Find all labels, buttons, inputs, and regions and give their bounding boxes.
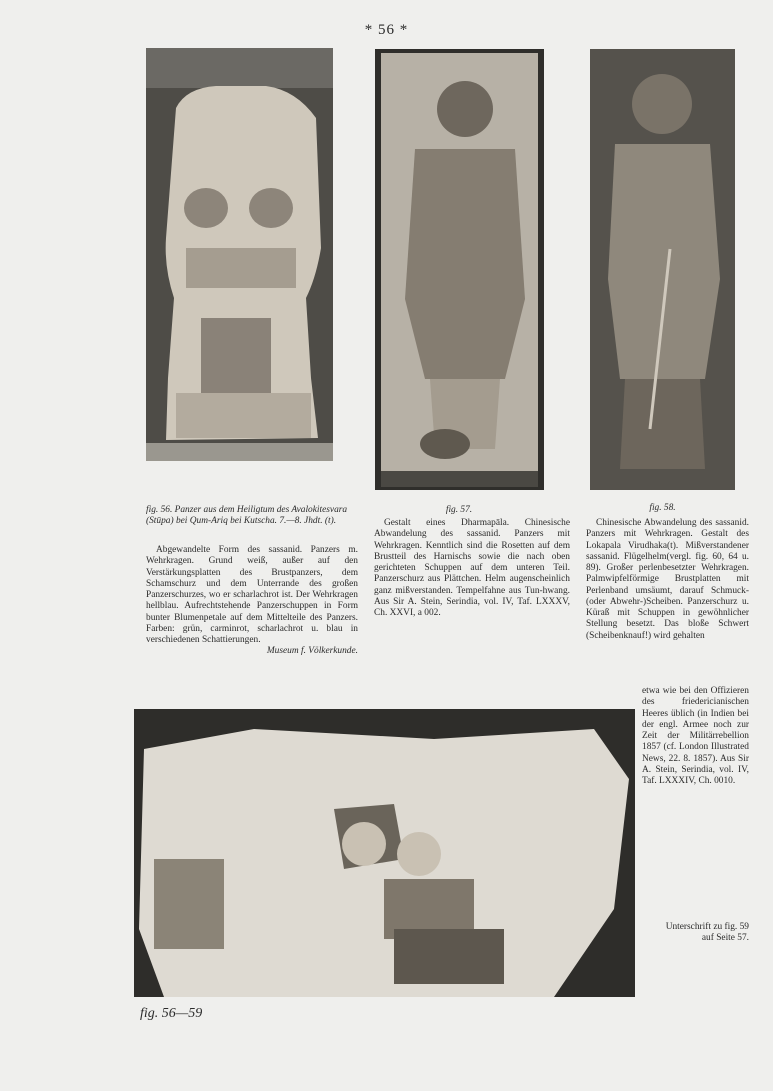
fig-58-caption: fig. 58. xyxy=(649,503,676,513)
fig-56-museum: Museum f. Völkerkunde. xyxy=(266,646,358,657)
photo-fig-59-wall-painting-fragment xyxy=(134,709,635,997)
fig-56-caption: fig. 56. Panzer aus dem Heiligtum des Avalokitesvara (Stūpa) bei Qum-Ariq bei Kutscha. 7.—8. Jhdt. (t). xyxy=(146,505,348,527)
fig-58-description-wide xyxy=(586,518,749,642)
fig-57-body: Gestalt eines Dharmapāla. Chinesische Abwandelung des sassanid. Panzers mit Wehrkragen. Kenntlich sind die Rosetten auf dem Brustteil des Harnischs sowie die nach oben gerichteten Schuppen auf dem unteren Teil. Panzerschurz aus Plättchen. Helm augenscheinlich ganz mißverstanden. Tempelfahne aus Tun-hwang. Aus Sir A. Stein, Serindia, vol. IV, Taf. LXXXV, Ch. XXVI, a 002. xyxy=(374,518,570,618)
photo-fig-58-lokapala-banner xyxy=(590,49,735,490)
page-number: * 56 * xyxy=(364,22,409,38)
fig-57-caption: fig. 57. xyxy=(445,505,473,515)
fig-58-body-wide: Chinesische Abwandelung des sassanid. Panzers mit Wehrkragen. Gestalt des Lokapala Virudhaka(t). Mißverstandener sassanid. Flügelhelm(vergl. fig. 60, 64 u. 89). Großer perlenbesetzter Wehrkragen. Palmwipfelförmige Brustplatten mit Perlenband umsäumt, darauf Schmuck-(oder Abwehr-)Scheiben. Panzerschurz u. Küraß mit Schuppen in gewöhnlicher Stellung besetzt. Das bloße Schwert (Scheibenknauf!) wird gehalten xyxy=(586,518,749,641)
photo-fig-56-armor-sculpture xyxy=(146,48,333,461)
fig-59-caption-note: Unterschrift zu fig. 59 auf Seite 57. xyxy=(665,922,749,944)
fig-58-body-narrow: etwa wie bei den Offizieren des friedericianischen Heeres üblich (in Indien bei der engl. Armee noch zur Zeit der Militärrebellion 1857 (cf. London Illustrated News, 22. 8. 1857). Aus Sir A. Stein, Serindia, vol. IV, Taf. LXXXIV, Ch. 0010. xyxy=(642,686,749,786)
fig-56-description xyxy=(146,545,358,658)
fig-57-description xyxy=(374,518,570,619)
fig-58-description-narrow xyxy=(642,686,749,787)
photo-fig-57-temple-banner xyxy=(375,49,544,490)
fig-56-body: Abgewandelte Form des sassanid. Panzers m. Wehrkragen. Grund weiß, außer auf den Verstärkungsplatten des Brustpanzers, dem Schamschurz und dem Unterrande des großen Panzerschurzes, wo er scharlachrot ist. Der Wehrkragen hellblau. Aufrechtstehende Panzerschuppen in Form bunter Blumenpetale auf dem Mittelteile des Panzers. Farben: grün, carminrot, scharlachrot u. blau in verschiedenen Schattierungen. xyxy=(146,545,358,645)
figures-range-label: fig. 56—59 xyxy=(140,1006,203,1021)
